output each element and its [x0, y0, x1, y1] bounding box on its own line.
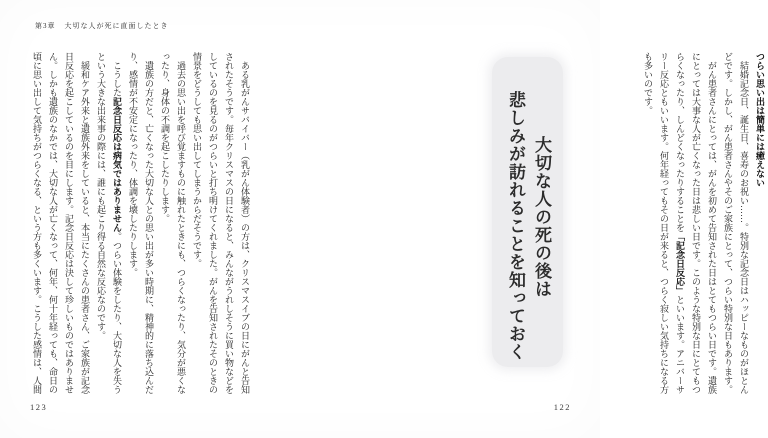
text-segment: も多いのです。 [643, 52, 653, 115]
chapter-heading-pill [492, 57, 563, 367]
text-segment: ある乳がんサバイバー（乳がん体験者）の方は、クリスマスイブの日にがんと告知 [240, 52, 250, 394]
text-line [141, 52, 157, 394]
text-segment: 日反応を起こしているのを目にします。記念日反応は決して珍しいものではありませ [64, 52, 74, 394]
text-segment: ったり、身体の不調を起こしたりします。 [160, 52, 170, 223]
text-segment: こうした [112, 52, 122, 97]
heading-line-1: 大切な人の死の後は [532, 136, 551, 298]
text-line [173, 52, 189, 394]
text-line [45, 52, 61, 394]
text-line [157, 52, 173, 394]
text-segment: されたそうです。毎年クリスマスの日になると、みんながうれしそうに買い物などを [224, 52, 234, 394]
text-segment: しているのを見るのがつらいと打ち明けてくれました。がんを告知されたそのときの [208, 52, 218, 394]
text-line [125, 52, 141, 394]
text-line [640, 52, 656, 394]
text-segment: 過去の思い出を呼び覚ますものに触れたときにも、つらくなったり、気分が悪くな [176, 52, 186, 394]
text-line [77, 52, 93, 394]
text-segment: 緩和ケア外来と遺族外来をしていると、本当にたくさんの患者さん、ご家族が記念 [80, 52, 90, 394]
text-segment: 結婚記念日、誕生日、喜寿のお祝い……。特別な記念日はハッピーなものがほとん [739, 52, 749, 394]
page-right [300, 0, 765, 438]
text-line [221, 52, 237, 394]
text-segment: という大きな出来事の際には、誰にも起こり得る自然な反応なのです。 [96, 52, 106, 340]
text-segment: どです。しかし、がん患者さんやそのご家族にとって、つらい特別な日もあります。 [723, 52, 733, 394]
chapter-heading-text [502, 91, 554, 363]
page-number-right: 122 [553, 402, 571, 412]
left-page-body-text [29, 52, 253, 394]
chapter-title-label: 大切な人が死に直面したとき [64, 22, 169, 30]
text-line [205, 52, 221, 394]
text-segment: がん患者さんにとっては、がんを初めて告知された日はとてもつらい日です。遺族 [707, 52, 717, 394]
text-segment: らくなったり、しんどくなったりすることを [675, 52, 685, 232]
text-line [29, 52, 45, 394]
text-segment: り、感情が不安定になったり、体調を壊したりします。 [128, 52, 138, 277]
text-line [189, 52, 205, 394]
text-segment: 情景をどうしても思い出してしまうからだそうです。 [192, 52, 202, 268]
text-line [736, 52, 752, 394]
text-line [656, 52, 672, 394]
text-segment: 頃に思い出して気持ちがつらくなる、という方も多くいます。こうした感情は、人間 [32, 52, 42, 394]
text-segment: 遺族の方だと、亡くなった大切な人との思い出が多い時期に、精神的に落ち込んだ [144, 52, 154, 394]
right-page-body-text [640, 52, 768, 394]
running-header [35, 21, 169, 31]
bold-text-segment: 「記念日反応」 [675, 232, 685, 295]
text-line [672, 52, 688, 394]
chapter-number-label: 第3章 [35, 22, 56, 30]
page-number-left: 123 [30, 402, 48, 412]
text-line [704, 52, 720, 394]
text-segment: リー反応ともいいます。何年経ってもその日が来ると、つらく寂しい気持ちになる方 [659, 52, 669, 394]
bold-text-segment: つらい思い出は簡単には癒えない [755, 52, 765, 187]
text-line [720, 52, 736, 394]
text-line [752, 52, 768, 394]
text-line [237, 52, 253, 394]
text-segment: 。つらい体験をしたり、大切な人を失う [112, 232, 122, 394]
text-segment: ん。しかも遺族のなかでは、大切な人が亡くなって、何年、何十年経っても、命日の [48, 52, 58, 394]
page-left [0, 0, 300, 438]
heading-line-2: 悲しみが訪れることを知っておく [506, 91, 525, 361]
text-segment: にとっては大事な人が亡くなった日は悲しい日です。このような特別な日にとてもつ [691, 52, 701, 394]
text-segment: といいます。アニバーサ [675, 295, 685, 394]
bold-text-segment: 記念日反応は病気ではありません [112, 97, 122, 232]
text-line [61, 52, 77, 394]
text-line [109, 52, 125, 394]
text-line [688, 52, 704, 394]
text-line [93, 52, 109, 394]
